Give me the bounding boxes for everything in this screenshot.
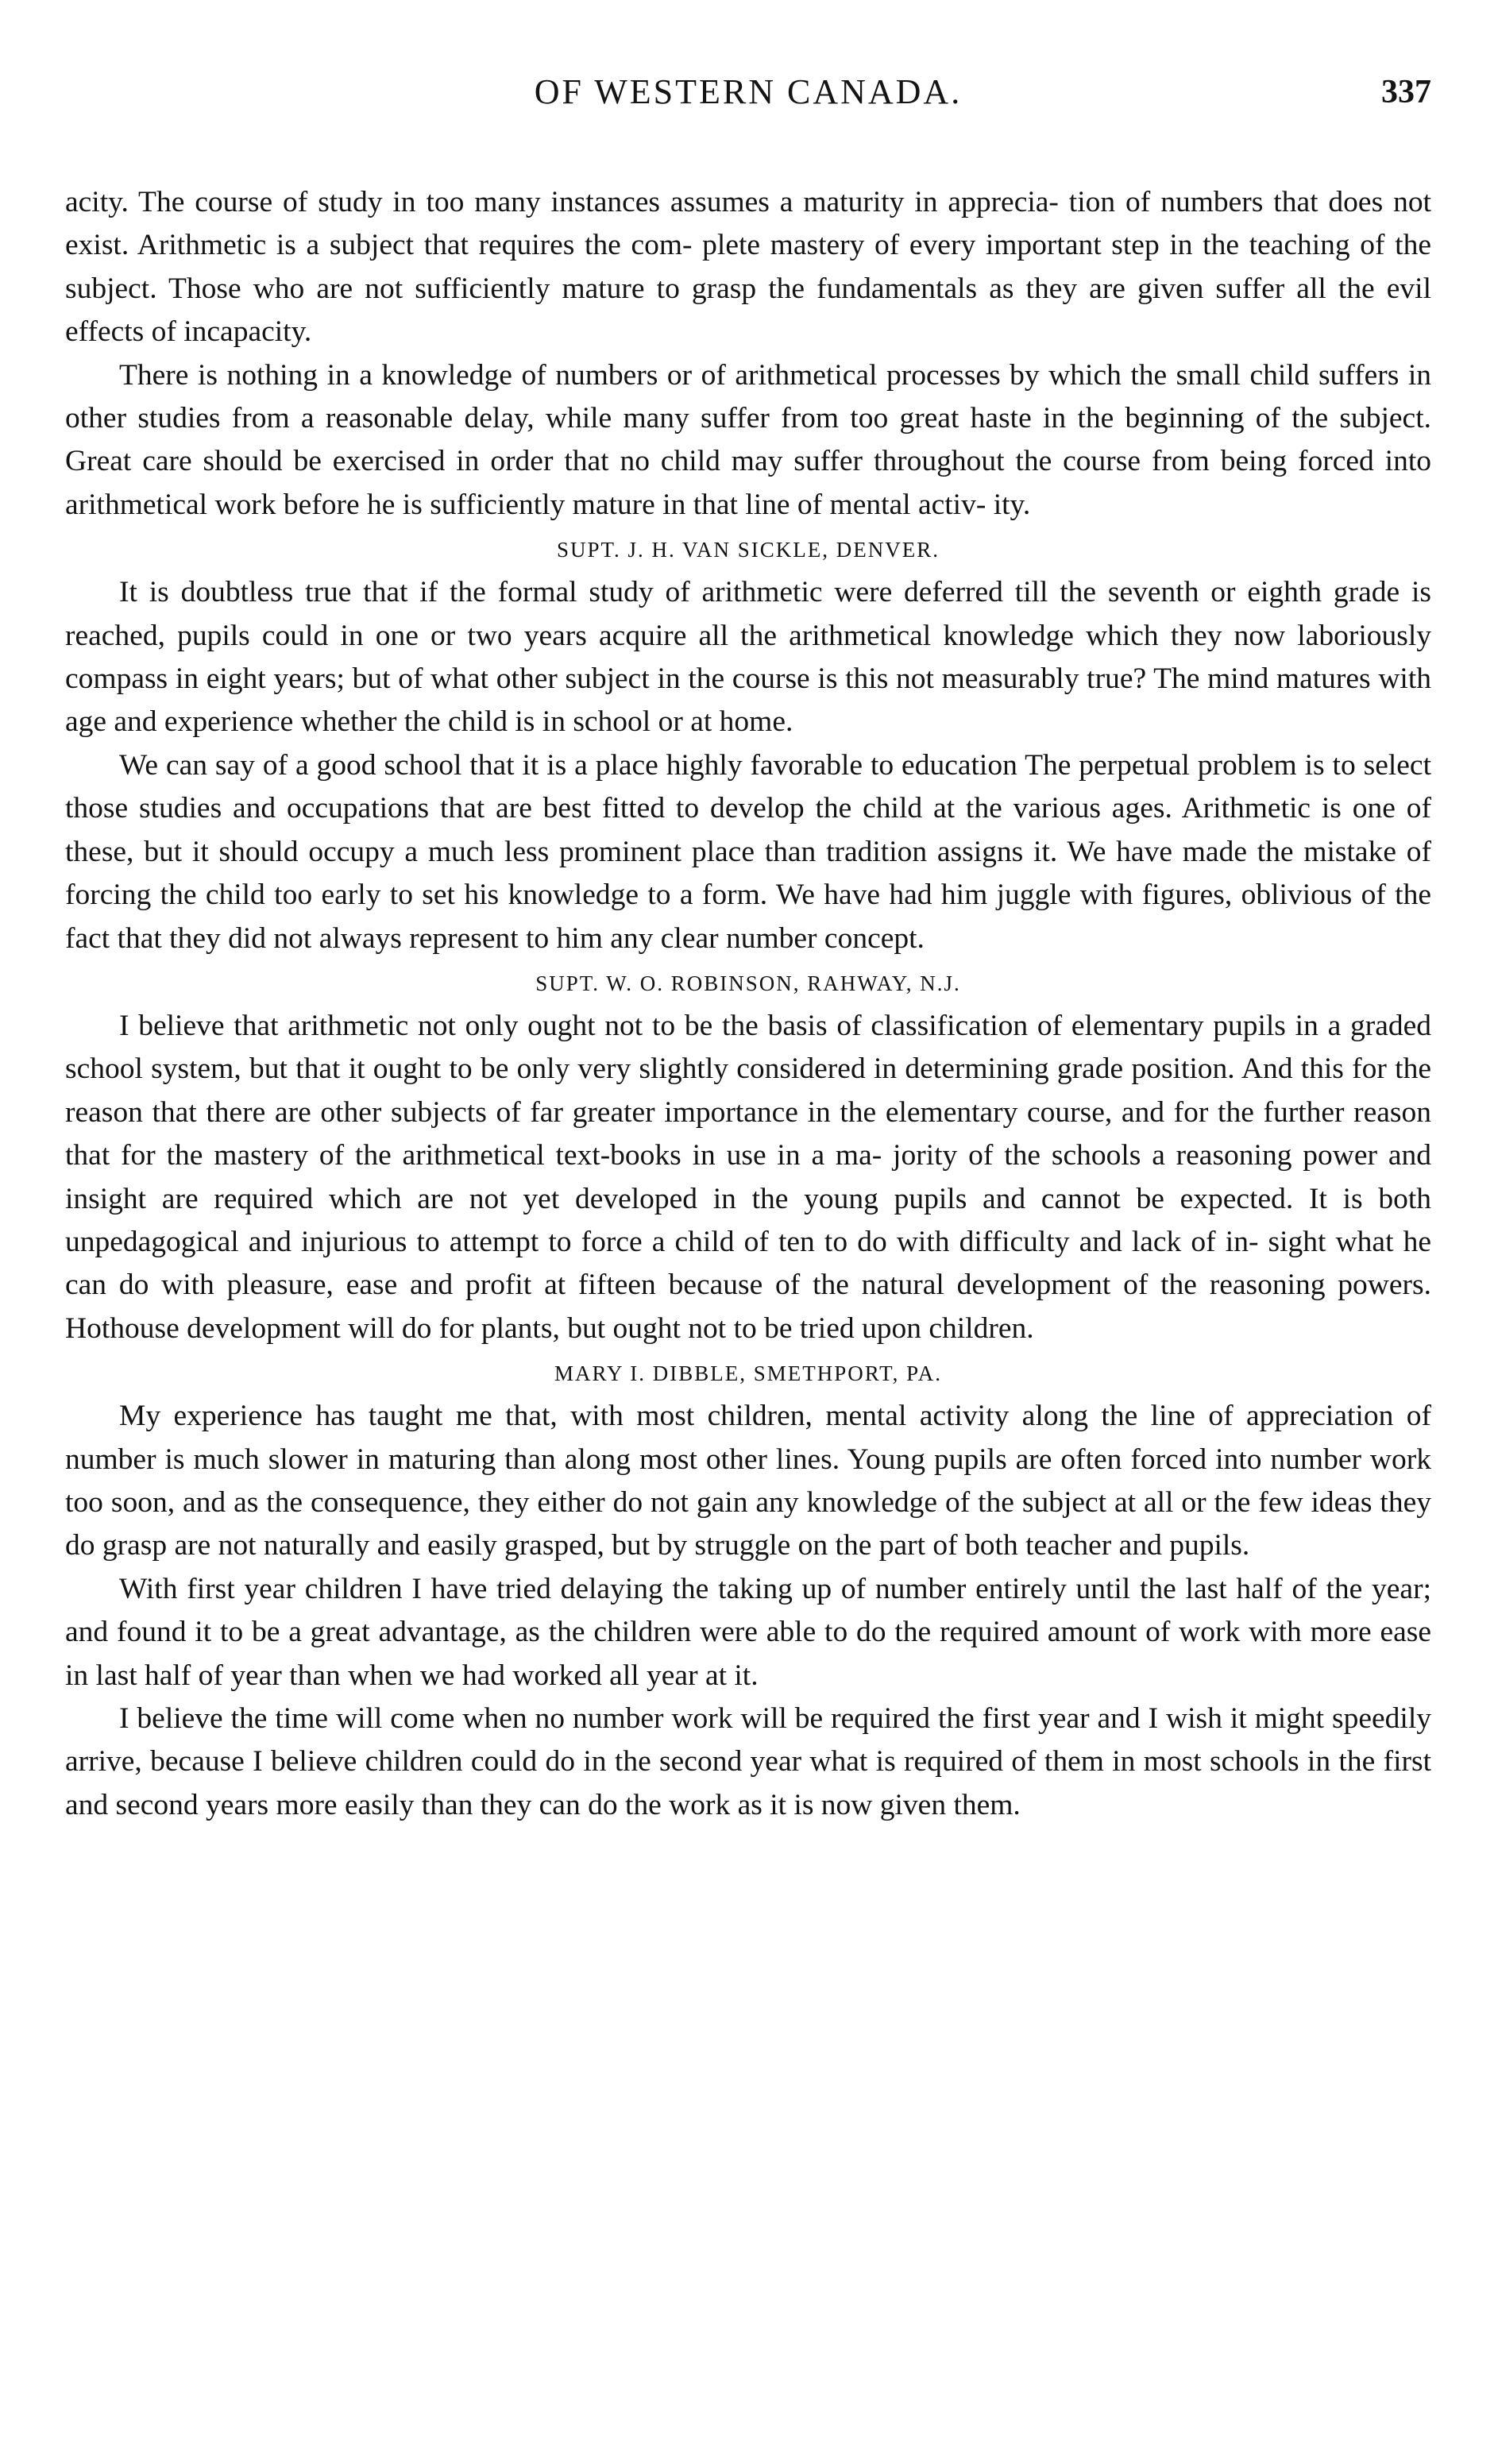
- paragraph: I believe that arithmetic not only ought not to be the basis of classification of elementary pupils in a graded school system, but that it ought to be only very slightly considered in determining grade position. And this for the reason that there are other subjects of far greater importance in the elementary course, and for the further reason that for the mastery of the arithmetical text-books in use in a ma- jority of the schools a reasoning power and insight are required which are not yet developed in the young pupils and cannot be expected. It is both unpedagogical and injurious to attempt to force a child of ten to do with difficulty and lack of in- sight what he can do with pleasure, ease and profit at fifteen because of the natural development of the reasoning powers. Hothouse development will do for plants, but ought not to be tried upon children.: [65, 1009, 1431, 1345]
- paragraph: I believe the time will come when no number work will be required the first year and I wish it might speedily arrive, because I believe children could do in the second year what is required of them in most schools in the first and second years more easily than they can do the work as it is now given them.: [65, 1702, 1431, 1821]
- paragraph: It is doubtless true that if the formal study of arithmetic were deferred till the seventh or eighth grade is reached, pupils could in one or two years acquire all the arithmetical knowledge which they now laboriously compass in eight years; but of what other subject in the course is this not measurably true? The mind matures with age and experience whether the child is in school or at home.: [65, 576, 1431, 739]
- attribution: MARY I. DIBBLE, SMETHPORT, PA.: [554, 1361, 942, 1386]
- running-head: [65, 71, 1431, 135]
- paragraph: We can say of a good school that it is a place highly favorable to education The perpetual problem is to select those studies and occupations that are best fitted to develop the child at the various ages. Arithmetic is one of these, but it should occupy a much less prominent place than tradition assigns it. We have made the mistake of forcing the child too early to set his knowledge to a form. We have had him juggle with figures, oblivious of the fact that they did not always represent to him any clear number concept.: [65, 748, 1431, 955]
- page-number: 337: [1381, 74, 1431, 110]
- paragraph: There is nothing in a knowledge of numbers or of arithmetical processes by which the small child suffers in other studies from a reasonable delay, while many suffer from too great haste in the beginning of the subject. Great care should be exercised in order that no child may suffer throughout the course from being forced into arithmetical work before he is sufficiently mature in that line of mental activ- ity.: [65, 358, 1431, 521]
- attribution: SUPT. W. O. ROBINSON, RAHWAY, N.J.: [535, 971, 961, 995]
- body-text: [65, 181, 1431, 1827]
- running-title: OF WESTERN CANADA.: [534, 72, 963, 111]
- paragraph: acity. The course of study in too many instances assumes a maturity in apprecia- tion of numbers that does not exist. Arithmetic is a subject that requires the com- plete mastery of every important step in the teaching of the subject. Those who are not sufficiently mature to grasp the fundamentals as they are given suffer all the evil effects of incapacity.: [65, 186, 1431, 349]
- attribution: SUPT. J. H. VAN SICKLE, DENVER.: [556, 538, 940, 562]
- book-page: [65, 71, 1431, 1827]
- paragraph: My experience has taught me that, with most children, mental activity along the line of appreciation of number is much slower in maturing than along most other lines. Young pupils are often forced into number work too soon, and as the consequence, they either do not gain any knowledge of the subject at all or the few ideas they do grasp are not naturally and easily grasped, but by struggle on the part of both teacher and pupils.: [65, 1400, 1431, 1562]
- paragraph: With first year children I have tried delaying the taking up of number entirely until the last half of the year; and found it to be a great advantage, as the children were able to do the required amount of work with more ease in last half of year than when we had worked all year at it.: [65, 1572, 1431, 1692]
